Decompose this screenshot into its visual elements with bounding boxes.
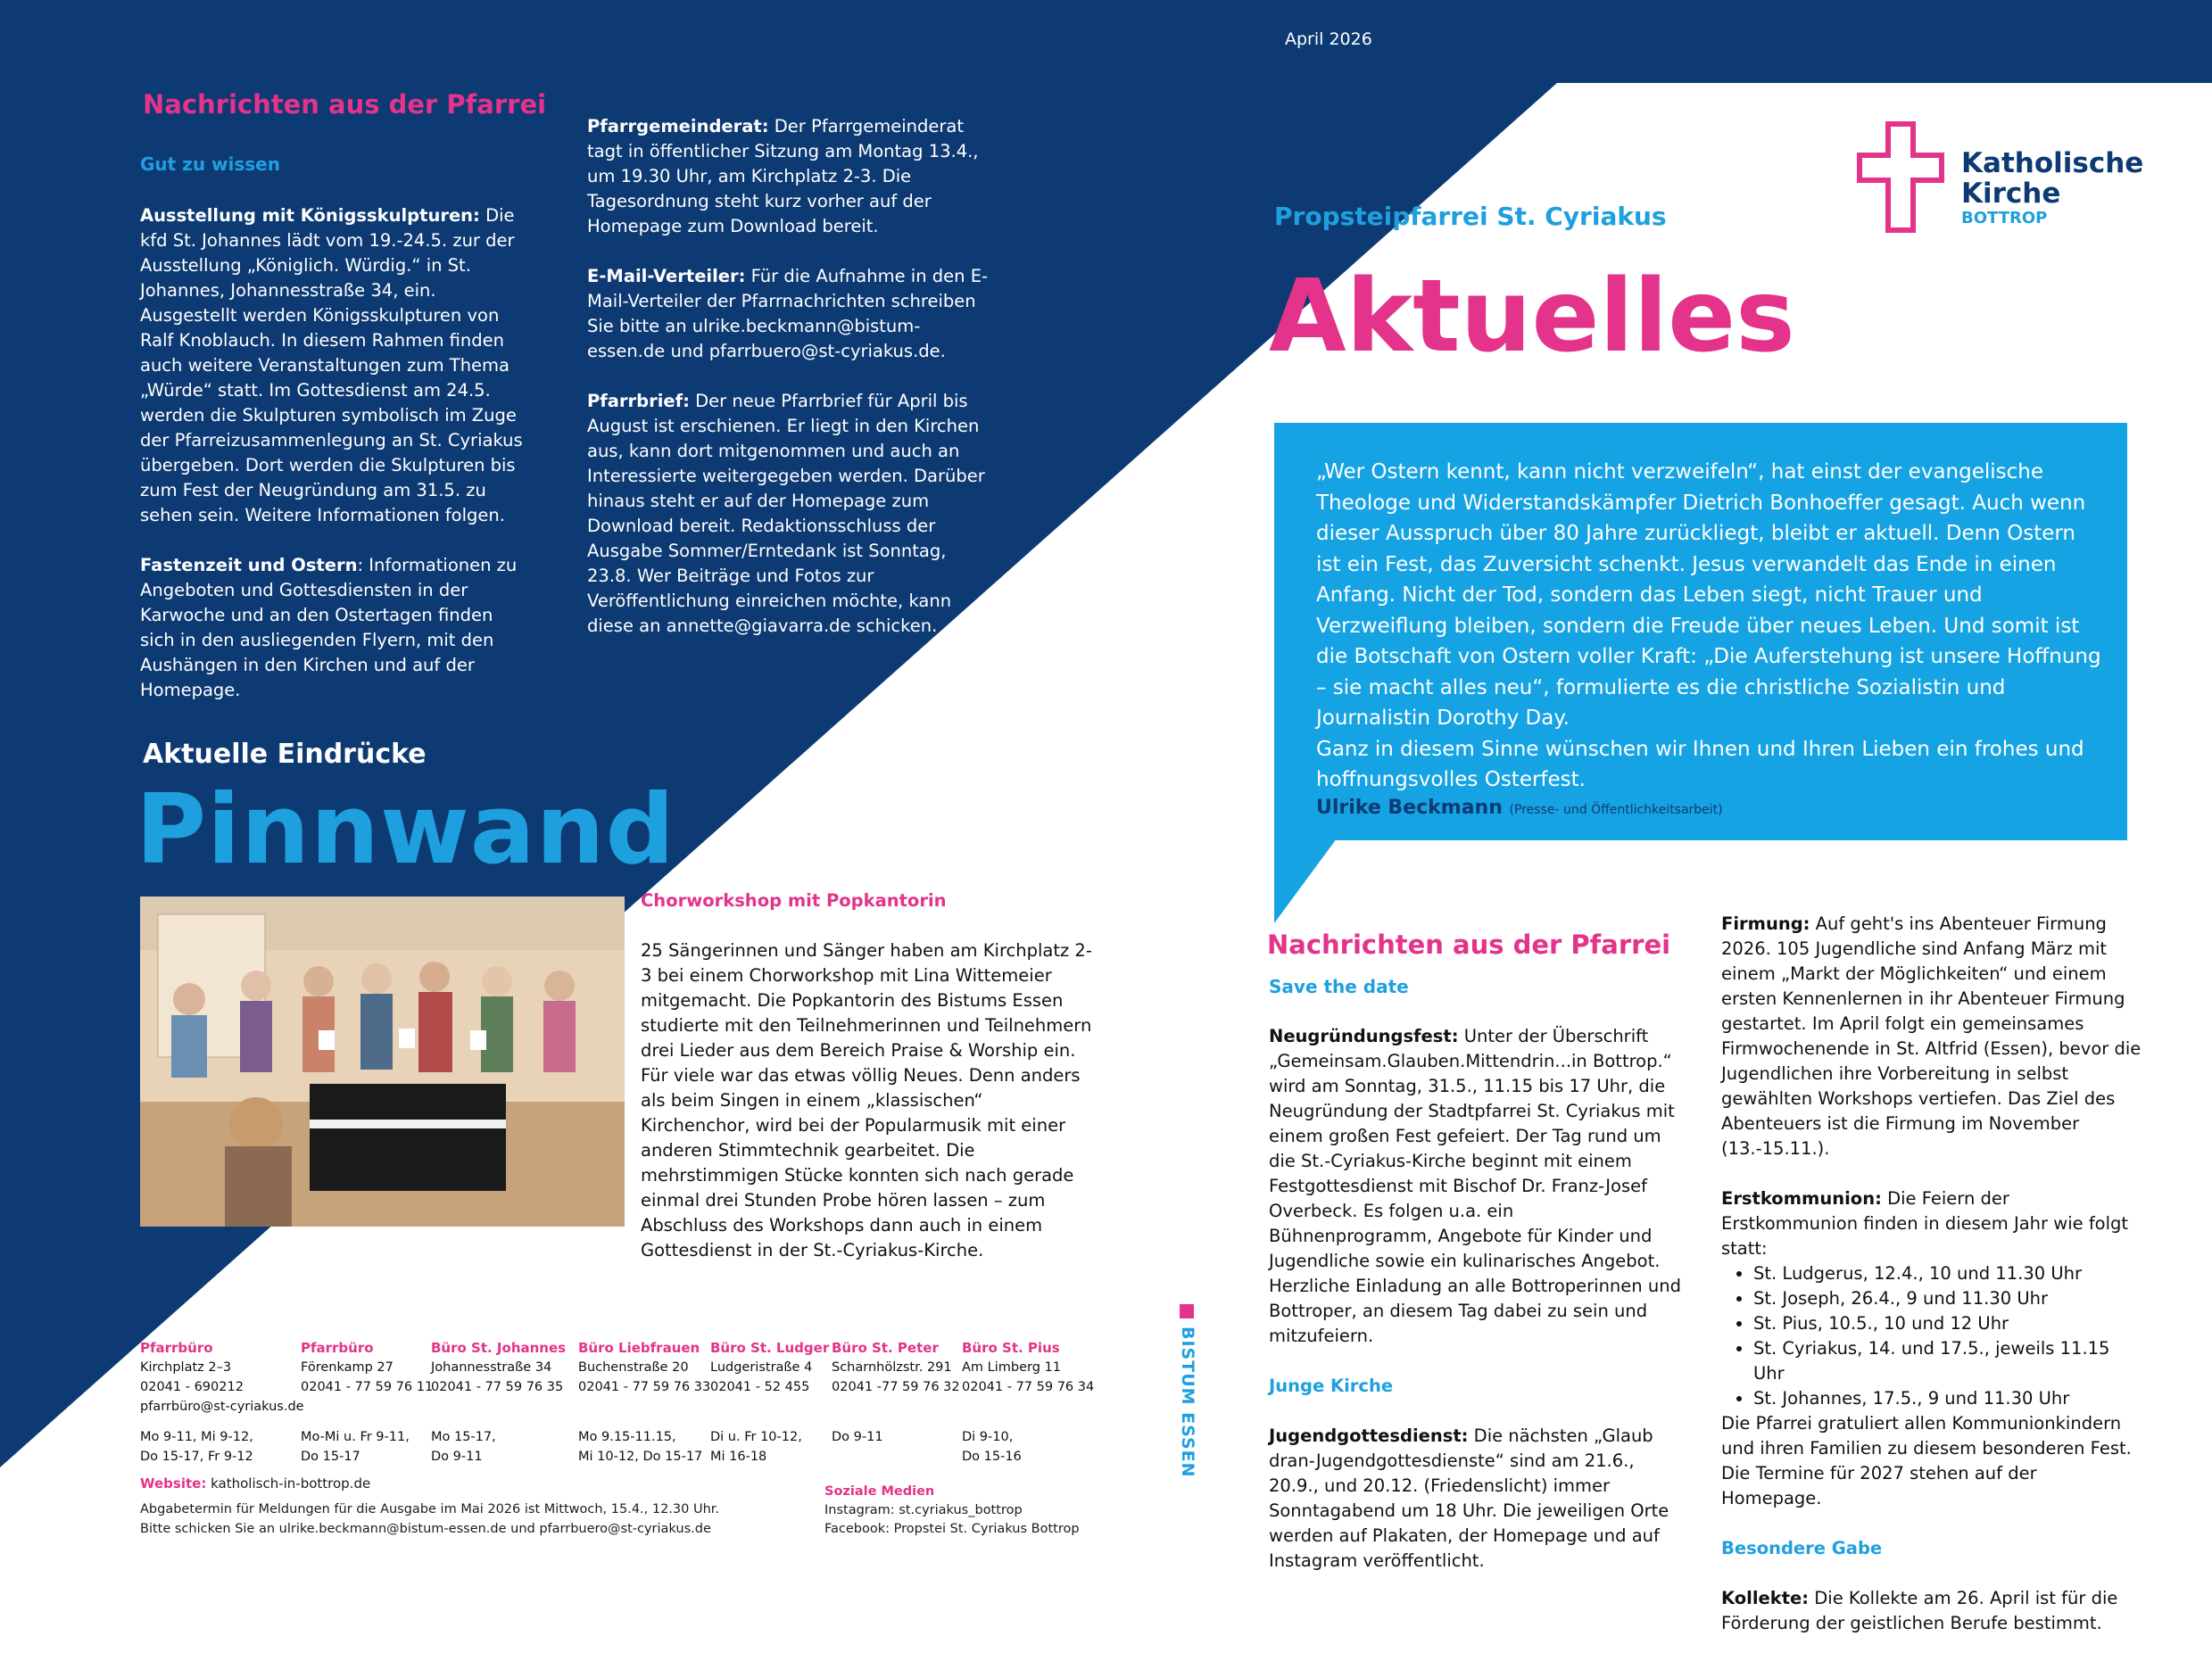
besondere-gabe-heading: Besondere Gabe <box>1721 1538 1883 1558</box>
bistum-essen-label: BISTUM ESSEN <box>1178 1326 1197 1478</box>
deadline-text <box>140 1500 719 1539</box>
firm-heading: Firmung: <box>1721 913 1810 934</box>
issue-date: April 2026 <box>1285 29 1372 49</box>
contact-address: Am Limberg 11 <box>962 1360 1061 1375</box>
website-line <box>140 1475 370 1492</box>
jgd-heading: Jugendgottesdienst: <box>1269 1425 1469 1446</box>
pgr-heading: Pfarrgemeinderat: <box>587 116 769 136</box>
neu-text: Unter der Überschrift „Gemeinsam.Glauben.Mittendrin...in Bottrop.“ wird am Sonntag, 31.5., 11.15 bis 17 Uhr, die Neugründung der Stadtpfarrei St. Cyriakus mit einem großen Fest gefeiert. Der Tag rund um die St.-Cyriakus-Kirche beginnt mit einem Festgottesdienst mit Bischof Dr. Franz-Josef Overbeck. Es folgen u.a. ein Bühnenprogramm, Angebote für Kinder und Jugendliche sowie ein kulinarisches Angebot. Herzliche Einladung an alle Bottroperinnen und Bottroper, an diesem Tag dabei zu sein und mitzufeiern. <box>1269 1026 1681 1346</box>
kollekte-heading: Kollekte: <box>1721 1588 1810 1608</box>
contact-hours-1: Do 9-11 <box>832 1430 883 1444</box>
quote-paragraph-1: „Wer Ostern kennt, kann nicht verzweifeln“, hat einst der evangelische Theologe und Widerstandskämpfer Dietrich Bonhoeffer gesagt. Auch wenn dieser Ausspruch über 80 Jahre zurückliegt, bleibt er aktuell. Denn Ostern ist ein Fest, das Zuversicht schenkt. Jesus verwandelt das Ende in einen Anfang. Nicht der Tod, sondern das Leben siegt, nicht Trauer und Verzweiflung bleiben, sondern die Freude über neues Leben. Und somit ist die Botschaft von Ostern voller Kraft: „Die Auferstehung ist unsere Hoffnung – sie macht alles neu“, formulierte es die christliche Sozialistin und Journalistin Dorothy Day. <box>1316 460 2101 730</box>
right-column-1 <box>1269 1024 1681 1599</box>
contact-address: Ludgeristraße 4 <box>710 1360 813 1375</box>
contact-hours-1: Di u. Fr 10-12, <box>710 1430 802 1444</box>
list-item: • St. Pius, 10.5., 10 und 12 Uhr <box>1753 1311 2142 1336</box>
quote-tail <box>1274 839 1337 923</box>
cross-logo-icon <box>1856 121 1945 233</box>
photo-illustration <box>140 897 625 1227</box>
bistum-square-icon <box>1180 1304 1194 1318</box>
left-column-2 <box>587 114 989 664</box>
contact-name: Büro Liebfrauen <box>578 1340 700 1356</box>
contact-name: Büro St. Peter <box>832 1340 939 1356</box>
facebook-link[interactable]: Facebook: Propstei St. Cyriakus Bottrop <box>824 1522 1080 1536</box>
ek-after: Die Pfarrei gratuliert allen Kommunionkindern und ihren Familien zu diesem besonderen Fest. Die Termine für 2027 stehen auf der Homepage. <box>1721 1413 2132 1508</box>
left-column-1 <box>140 203 524 728</box>
contact-hours-2: Mi 16-18 <box>710 1450 767 1464</box>
kollekte-text: Die Kollekte am 26. April ist für die Förderung der geistlichen Berufe bestimmt. <box>1721 1588 2118 1633</box>
list-item: • St. Joseph, 26.4., 9 und 11.30 Uhr <box>1753 1286 2142 1311</box>
contact-name: Pfarrbüro <box>301 1340 374 1356</box>
contact-phone: 02041 - 77 59 76 33 <box>578 1380 711 1394</box>
easter-quote <box>1316 457 2101 796</box>
ausstellung-text: Die kfd St. Johannes lädt vom 19.-24.5. zur der Ausstellung „Königlich. Würdig.“ in St. Johannes, Johannesstraße 34, ein. Ausgestellt werden Königsskulpturen von Ralf Knoblauch. In diesem Rahmen finden auch weitere Veranstaltungen zum Thema „Würde“ statt. Im Gottesdienst am 24.5. werden die Skulpturen symbolisch im Zuge der Pfarreizusammenlegung an St. Cyriakus übergeben. Dort werden die Skulpturen bis zum Fest der Neugründung am 31.5. zu sehen sein. Weitere Informationen folgen. <box>140 205 523 525</box>
contact-phone: 02041 -77 59 76 32 <box>832 1380 960 1394</box>
chorworkshop-title: Chorworkshop mit Popkantorin <box>641 890 947 911</box>
pgr-text: Der Pfarrgemeinderat tagt in öffentlicher Sitzung am Montag 13.4., um 19.30 Uhr, am Kirchplatz 2-3. Die Tagesordnung steht kurz vorher auf der Homepage zum Download bereit. <box>587 116 979 236</box>
firm-text: Auf geht's ins Abenteuer Firmung 2026. 105 Jugendliche sind Anfang März mit einem „Markt der Möglichkeiten“ und einem ersten Kennenlernen in ihr Abenteuer Firmung gestartet. Im April folgt ein gemeinsames Firmwochenende in St. Altfrid (Essen), bevor die Jugendlichen ihre Vorbereitung in selbst gewählten Workshops vertiefen. Das Ziel des Abenteuers ist die Firmung im November (13.-15.11.). <box>1721 913 2142 1159</box>
logo-line-3: BOTTROP <box>1961 209 2048 227</box>
ausstellung-heading: Ausstellung mit Königsskulpturen: <box>140 205 480 226</box>
save-the-date-heading: Save the date <box>1269 976 1409 997</box>
social-media <box>824 1483 1080 1539</box>
neu-heading: Neugründungsfest: <box>1269 1026 1459 1046</box>
logo-line-1: Katholische <box>1961 147 2144 179</box>
list-item: • St. Johannes, 17.5., 9 und 11.30 Uhr <box>1753 1386 2142 1411</box>
list-item: • St. Ludgerus, 12.4., 10 und 11.30 Uhr <box>1753 1261 2142 1286</box>
deadline-line: Abgabetermin für Meldungen für die Ausgabe im Mai 2026 ist Mittwoch, 15.4., 12.30 Uhr. <box>140 1502 720 1516</box>
contact-name: Büro St. Johannes <box>431 1340 567 1356</box>
contact-st-pius <box>962 1338 1094 1467</box>
author-name: Ulrike Beckmann <box>1316 797 1503 819</box>
left-section-title: Nachrichten aus der Pfarrei <box>143 89 547 120</box>
contact-hours-2: Mi 10-12, Do 15-17 <box>578 1450 703 1464</box>
contact-address: Buchenstraße 20 <box>578 1360 689 1375</box>
contact-phone: 02041 - 77 59 76 34 <box>962 1380 1095 1394</box>
contact-phone: 02041 - 77 59 76 35 <box>431 1380 564 1394</box>
left-subtitle: Gut zu wissen <box>140 153 280 175</box>
website-link[interactable]: katholisch-in-bottrop.de <box>206 1475 371 1492</box>
contact-hours-2: Do 15-16 <box>962 1450 1022 1464</box>
instagram-link[interactable]: Instagram: st.cyriakus_bottrop <box>824 1503 1023 1517</box>
pfarrbrief-heading: Pfarrbrief: <box>587 391 690 411</box>
email-text: Für die Aufnahme in den E-Mail-Verteiler der Pfarrnachrichten schreiben Sie bitte an ulrike.beckmann@bistum-essen.de und pfarrbuero@st-cyriakus.de. <box>587 266 989 361</box>
contact-pfarrbuero-1 <box>140 1338 304 1467</box>
email-heading: E-Mail-Verteiler: <box>587 266 746 286</box>
contact-email[interactable]: pfarrbüro@st-cyriakus.de <box>140 1400 304 1414</box>
contact-st-peter <box>832 1338 960 1447</box>
contact-phone: 02041 - 77 59 76 11 <box>301 1380 434 1394</box>
junge-kirche-heading: Junge Kirche <box>1269 1376 1394 1396</box>
pfarrbrief-text: Der neue Pfarrbrief für April bis August ist erschienen. Er liegt in den Kirchen aus, kann dort mitgenommen und auch an Interessierte weitergegeben werden. Darüber hinaus steht er auf der Homepage zum Download bereit. Redaktionsschluss der Ausgabe Sommer/Erntedank ist Sonntag, 23.8. Wer Beiträge und Fotos zur Veröffentlichung einreichen möchte, kann diese an annette@giavarra.de schicken. <box>587 391 985 636</box>
contact-hours-1: Mo 15-17, <box>431 1430 496 1444</box>
author-role: (Presse- und Öffentlichkeitsarbeit) <box>1509 803 1723 817</box>
contact-hours-2: Do 9-11 <box>431 1450 483 1464</box>
ek-text: Die Feiern der Erstkommunion finden in diesem Jahr wie folgt statt: <box>1721 1188 2129 1259</box>
quote-paragraph-2: Ganz in diesem Sinne wünschen wir Ihnen und Ihren Lieben ein frohes und hoffnungsvolles Osterfest. <box>1316 737 2084 791</box>
contact-st-johannes <box>431 1338 566 1467</box>
contact-hours-1: Mo 9.15-11.15, <box>578 1430 676 1444</box>
logo-text <box>1961 148 2143 228</box>
contact-address: Kirchplatz 2–3 <box>140 1360 232 1375</box>
contact-hours-1: Mo 9-11, Mi 9-12, <box>140 1430 253 1444</box>
contact-phone: 02041 - 690212 <box>140 1380 244 1394</box>
contact-address: Scharnhölzstr. 291 <box>832 1360 952 1375</box>
contact-name: Büro St. Ludger <box>710 1340 830 1356</box>
right-column-2 <box>1721 912 2142 1661</box>
contact-phone: 02041 - 52 455 <box>710 1380 810 1394</box>
chorworkshop-text: 25 Sängerinnen und Sänger haben am Kirchplatz 2-3 bei einem Chorworkshop mit Lina Wittemeier mitgemacht. Die Popkantorin des Bistums Essen studierte mit den Teilnehmerinnen und Teilnehmern drei Lieder aus dem Bereich Praise & Worship ein. Für viele war das etwas völlig Neues. Denn anders als beim Singen in einem „klassischen“ Kirchenchor, wird bei der Popularmusik mit einer anderen Stimmtechnik gearbeitet. Die mehrstimmigen Stücke konnten sich nach gerade einmal drei Stunden Probe hören lassen – zum Abschluss des Workshops dann auch in einem Gottesdienst in der St.-Cyriakus-Kirche. <box>641 940 1092 1260</box>
ek-list <box>1721 1261 2142 1411</box>
aktuelles-title: Aktuelles <box>1269 259 1795 375</box>
contact-pfarrbuero-2 <box>301 1338 433 1467</box>
contact-liebfrauen <box>578 1338 710 1467</box>
parish-name: Propsteipfarrei St. Cyriakus <box>1274 202 1667 231</box>
fastenzeit-text: : Informationen zu Angeboten und Gottesdiensten in der Karwoche und an den Ostertagen finden sich in den ausliegenden Flyern, mit den Aushängen in den Kirchen und auf der Homepage. <box>140 555 518 700</box>
contact-address: Förenkamp 27 <box>301 1360 394 1375</box>
logo-line-2: Kirche <box>1961 178 2061 210</box>
contact-st-ludger <box>710 1338 829 1467</box>
contact-hours-1: Mo-Mi u. Fr 9-11, <box>301 1430 410 1444</box>
right-section-title: Nachrichten aus der Pfarrei <box>1267 930 1671 960</box>
ek-heading: Erstkommunion: <box>1721 1188 1882 1209</box>
pinnwand-title: Pinnwand <box>136 774 675 886</box>
contact-name: Büro St. Pius <box>962 1340 1060 1356</box>
contact-hours-2: Do 15-17, Fr 9-12 <box>140 1450 253 1464</box>
list-item: • St. Cyriakus, 14. und 17.5., jeweils 11.15 Uhr <box>1753 1336 2142 1386</box>
fastenzeit-heading: Fastenzeit und Ostern <box>140 555 358 575</box>
social-title: Soziale Medien <box>824 1484 935 1499</box>
contact-hours-2: Do 15-17 <box>301 1450 360 1464</box>
jgd-text: Die nächsten „Glaub dran-Jugendgottesdienste“ sind am 21.6., 20.9., und 20.12. (Friedenslicht) immer Sonntagabend um 18 Uhr. Die jeweiligen Orte werden auf Plakaten, der Homepage und auf Instagram veröffentlicht. <box>1269 1425 1669 1571</box>
quote-signature <box>1316 797 1723 819</box>
contact-address: Johannesstraße 34 <box>431 1360 552 1375</box>
pinnwand-kicker: Aktuelle Eindrücke <box>143 739 427 770</box>
chorworkshop-photo <box>140 897 625 1227</box>
send-line: Bitte schicken Sie an ulrike.beckmann@bistum-essen.de und pfarrbuero@st-cyriakus.de <box>140 1522 711 1536</box>
contact-hours-1: Di 9-10, <box>962 1430 1014 1444</box>
contact-name: Pfarrbüro <box>140 1340 213 1356</box>
website-label: Website: <box>140 1475 207 1492</box>
